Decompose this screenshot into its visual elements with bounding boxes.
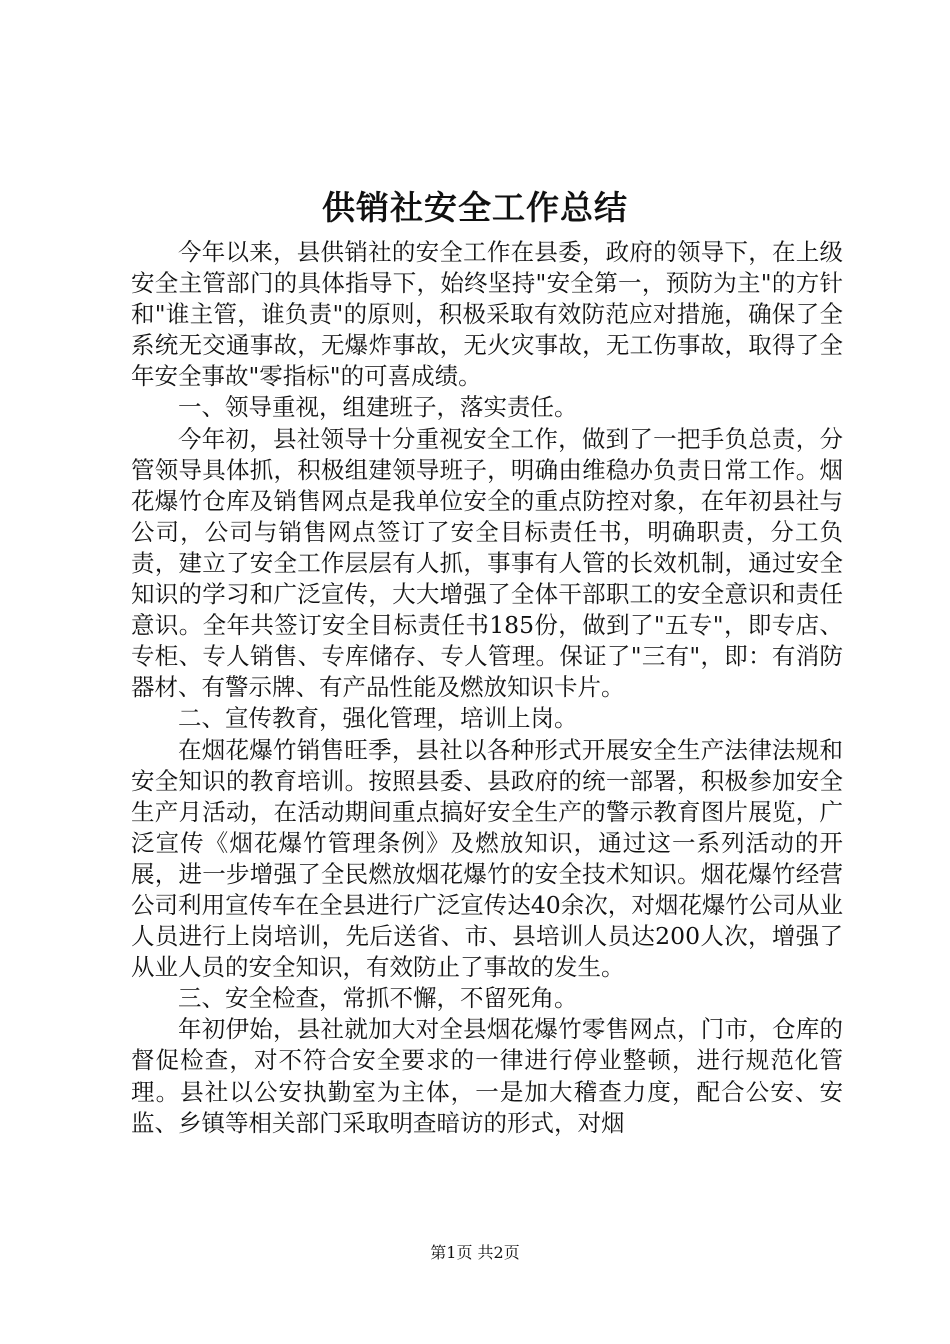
section-heading-3: 三、安全检查，常抓不懈，不留死角。 [178, 984, 578, 1013]
page-number-footer: 第1页 共2页 [430, 1243, 520, 1262]
paragraph-intro: 今年以来，县供销社的安全工作在县委，政府的领导下，在上级安全主管部门的具体指导下，始终坚持"安全第一，预防为主"的方针和"谁主管，谁负责"的原则，积极采取有效防范应对措施，确保了全系统无交通事故，无爆炸事故，无火灾事故，无工伤事故，取得了全年安全事故"零指标"的可喜成绩。 [131, 238, 843, 391]
document-title: 供销社安全工作总结 [322, 188, 628, 227]
document-body [131, 237, 843, 1139]
section-heading-2: 二、宣传教育，强化管理，培训上岗。 [178, 704, 578, 733]
section-heading-1: 一、领导重视，组建班子，落实责任。 [178, 393, 578, 422]
paragraph-section-2: 在烟花爆竹销售旺季，县社以各种形式开展安全生产法律法规和安全知识的教育培训。按照县委、县政府的统一部署，积极参加安全生产月活动，在活动期间重点搞好安全生产的警示教育图片展览，广泛宣传《烟花爆竹管理条例》及燃放知识，通过这一系列活动的开展，进一步增强了全民燃放烟花爆竹的安全技术知识。烟花爆竹经营公司利用宣传车在全县进行广泛宣传达40余次，对烟花爆竹公司从业人员进行上岗培训，先后送省、市、县培训人员达200人次，增强了从业人员的安全知识，有效防止了事故的发生。 [131, 735, 843, 982]
paragraph-section-3: 年初伊始，县社就加大对全县烟花爆竹零售网点，门市，仓库的督促检查，对不符合安全要求的一律进行停业整顿，进行规范化管理。县社以公安执勤室为主体，一是加大稽查力度，配合公安、安监、乡镇等相关部门采取明查暗访的形式，对烟 [131, 1015, 843, 1137]
paragraph-section-1: 今年初，县社领导十分重视安全工作，做到了一把手负总责，分管领导具体抓，积极组建领导班子，明确由维稳办负责日常工作。烟花爆竹仓库及销售网点是我单位安全的重点防控对象，在年初县社与公司，公司与销售网点签订了安全目标责任书，明确职责，分工负责，建立了安全工作层层有人抓，事事有人管的长效机制，通过安全知识的学习和广泛宣传，大大增强了全体干部职工的安全意识和责任意识。全年共签订安全目标责任书185份，做到了"五专"，即专店、专柜、专人销售、专库储存、专人管理。保证了"三有"，即：有消防器材、有警示牌、有产品性能及燃放知识卡片。 [131, 424, 843, 702]
